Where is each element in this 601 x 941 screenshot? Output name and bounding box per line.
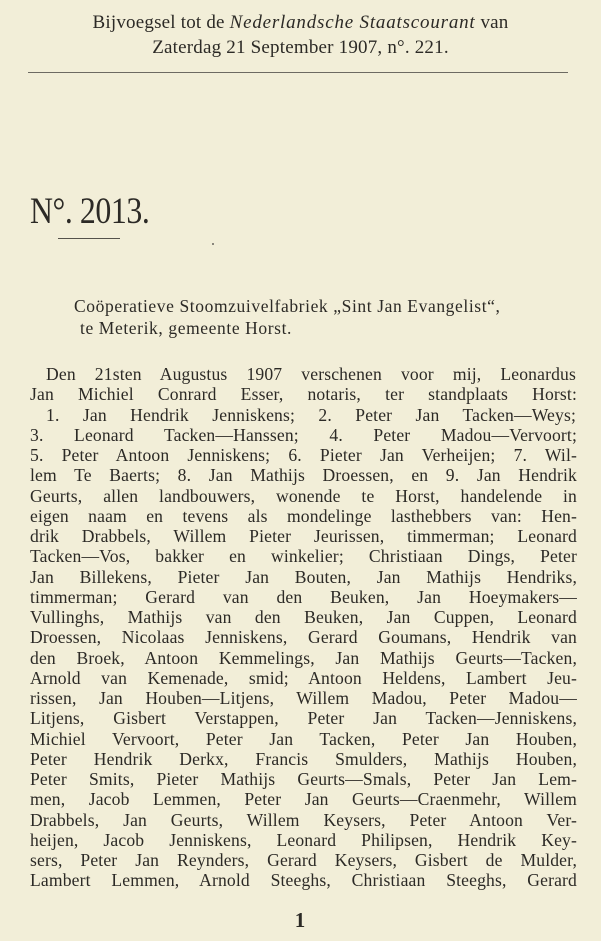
header-line-1 — [20, 12, 581, 34]
body-line: Lambert Lemmen, Arnold Steeghs, Christiaan Steeghs, Gerard — [30, 870, 577, 891]
page-number: 1 — [294, 908, 306, 932]
body-line: den Broek, Antoon Kemmelings, Jan Mathijs Geurts—Tacken, — [30, 647, 577, 668]
body-line: Jan Billekens, Pieter Jan Bouten, Jan Mathijs Hendriks, — [30, 566, 577, 587]
company-title-line-2: te Meterik, gemeente Horst. — [80, 318, 293, 338]
body-line: Den 21sten Augustus 1907 verschenen voor mij, Leonardus — [46, 364, 576, 384]
body-line: Vullinghs, Mathijs van den Beuken, Jan Cuppen, Leonard — [30, 607, 577, 627]
body-line: Peter Hendrik Derkx, Francis Smulders, Mathijs Houben, — [30, 748, 577, 769]
divider-dot — [212, 243, 214, 245]
number-divider — [58, 238, 120, 239]
body-line: Arnold van Kemenade, smid; Antoon Heldens, Lambert Jeu- — [30, 667, 577, 688]
body-line: eigen naam en tevens als mondelinge lasthebbers van: Hen- — [30, 505, 577, 526]
header-prefix: Bijvoegsel tot de — [92, 12, 230, 33]
body-line: timmerman; Gerard van den Beuken, Jan Hoeymakers— — [30, 586, 577, 607]
header-line-2: Zaterdag 21 September 1907, n°. 221. — [152, 37, 449, 58]
body-line: men, Jacob Lemmen, Peter Jan Geurts—Craenmehr, Willem — [30, 789, 577, 810]
body-line: Litjens, Gisbert Verstappen, Peter Jan Tacken—Jenniskens, — [30, 708, 577, 729]
body-line: rissen, Jan Houben—Litjens, Willem Madou, Peter Madou— — [30, 688, 577, 708]
body-line: Peter Smits, Pieter Mathijs Geurts—Smals, Peter Jan Lem- — [30, 769, 577, 789]
header-divider — [28, 72, 568, 73]
body-line: Tacken—Vos, bakker en winkelier; Christiaan Dings, Peter — [30, 546, 577, 567]
body-line: Jan Michiel Conrard Esser, notaris, ter standplaats Horst: — [30, 384, 577, 405]
body-line: Drabbels, Jan Geurts, Willem Keysers, Peter Antoon Ver- — [30, 809, 577, 830]
body-line: Michiel Vervoort, Peter Jan Tacken, Peter Jan Houben, — [30, 728, 577, 749]
body-line: 3. Leonard Tacken—Hanssen; 4. Peter Madou—Vervoort; — [30, 424, 577, 445]
company-title-line-1: Coöperatieve Stoomzuivelfabriek „Sint Jan Evangelist“, — [74, 296, 501, 316]
body-line: drik Drabbels, Willem Pieter Jeurissen, timmerman; Leonard — [30, 526, 577, 546]
body-line: lem Te Baerts; 8. Jan Mathijs Droessen, en 9. Jan Hendrik — [30, 465, 577, 486]
body-line: sers, Peter Jan Reynders, Gerard Keysers, Gisbert de Mulder, — [30, 850, 577, 870]
body-line: Droessen, Nicolaas Jenniskens, Gerard Goumans, Hendrik van — [30, 627, 577, 648]
body-line: Geurts, allen landbouwers, wonende te Horst, handelende in — [30, 485, 577, 506]
body-line: 5. Peter Antoon Jenniskens; 6. Pieter Jan Verheijen; 7. Wil- — [30, 445, 577, 465]
header-publication-name: Nederlandsche Staatscourant — [229, 12, 476, 33]
body-line: 1. Jan Hendrik Jenniskens; 2. Peter Jan Tacken—Weys; — [46, 404, 576, 425]
header-suffix: van — [475, 12, 509, 33]
document-number: N°. 2013. — [30, 191, 150, 232]
body-line: heijen, Jacob Jenniskens, Leonard Philipsen, Hendrik Key- — [30, 829, 577, 850]
